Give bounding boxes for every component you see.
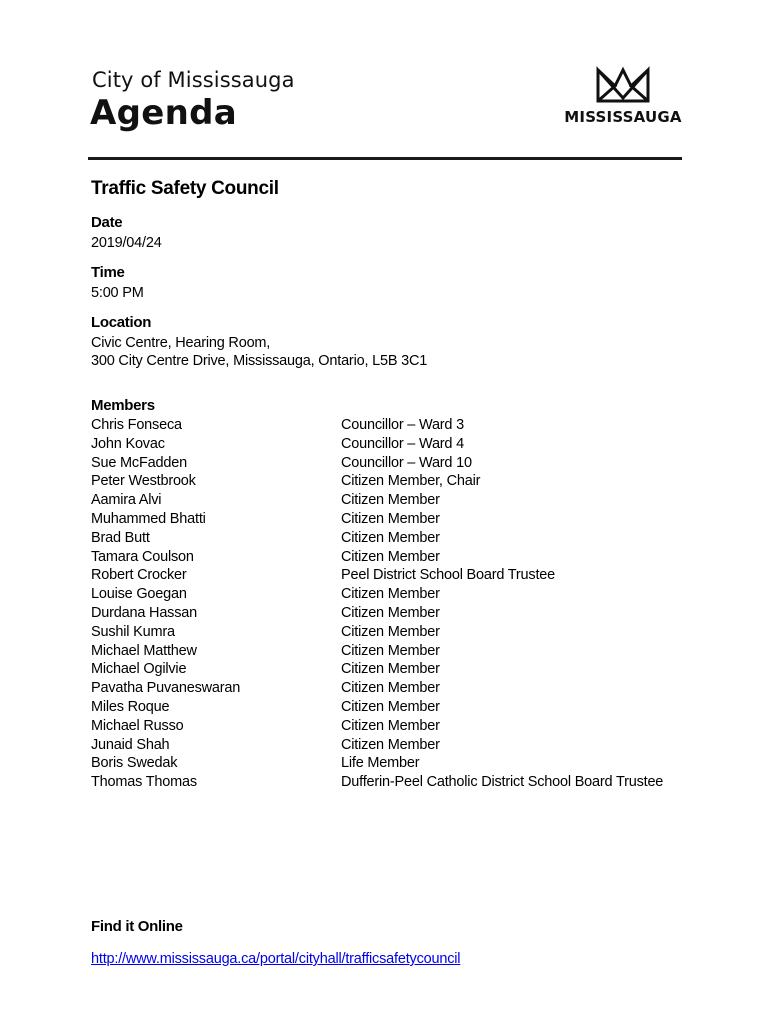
member-name: Michael Ogilvie bbox=[91, 661, 187, 678]
council-webpage-link[interactable]: http://www.mississauga.ca/portal/cityhall/trafficsafetycouncil bbox=[91, 951, 461, 967]
member-row bbox=[91, 605, 711, 624]
city-name: City of Mississauga bbox=[92, 68, 295, 92]
member-row bbox=[91, 530, 711, 549]
member-role: Dufferin-Peel Catholic District School Board Trustee bbox=[341, 774, 664, 791]
member-role: Citizen Member bbox=[341, 717, 440, 734]
member-row bbox=[91, 586, 711, 605]
member-row bbox=[91, 643, 711, 662]
mississauga-logo bbox=[563, 66, 683, 128]
member-row bbox=[91, 737, 711, 756]
member-name: Boris Swedak bbox=[91, 755, 178, 772]
member-role: Citizen Member bbox=[341, 604, 440, 621]
member-role: Citizen Member bbox=[341, 492, 440, 509]
member-role: Citizen Member bbox=[341, 680, 440, 697]
member-name: Brad Butt bbox=[91, 529, 150, 546]
member-role: Peel District School Board Trustee bbox=[341, 567, 556, 584]
member-role: Councillor – Ward 3 bbox=[341, 417, 464, 433]
member-role: Life Member bbox=[341, 755, 420, 772]
member-role: Citizen Member bbox=[341, 548, 440, 565]
member-row bbox=[91, 455, 711, 474]
members-list bbox=[91, 417, 711, 793]
time-label: Time bbox=[91, 264, 125, 281]
member-role: Citizen Member bbox=[341, 698, 440, 715]
member-row bbox=[91, 549, 711, 568]
meeting-title: Traffic Safety Council bbox=[91, 178, 279, 199]
member-row bbox=[91, 473, 711, 492]
member-role: Citizen Member bbox=[341, 586, 440, 603]
member-role: Citizen Member bbox=[341, 510, 440, 527]
member-role: Citizen Member bbox=[341, 736, 440, 753]
member-row bbox=[91, 661, 711, 680]
member-name: Michael Matthew bbox=[91, 642, 197, 659]
header-divider bbox=[88, 157, 682, 160]
document-type: Agenda bbox=[90, 93, 237, 133]
member-row bbox=[91, 755, 711, 774]
member-name: Muhammed Bhatti bbox=[91, 510, 206, 527]
member-row bbox=[91, 624, 711, 643]
member-name: Pavatha Puvaneswaran bbox=[91, 680, 241, 697]
member-name: John Kovac bbox=[91, 435, 165, 452]
member-name: Chris Fonseca bbox=[91, 417, 182, 433]
member-role: Citizen Member, Chair bbox=[341, 473, 481, 490]
member-name: Louise Goegan bbox=[91, 586, 187, 603]
member-row bbox=[91, 492, 711, 511]
member-name: Peter Westbrook bbox=[91, 473, 196, 490]
date-value: 2019/04/24 bbox=[91, 235, 162, 251]
logo-text: MISSISSAUGA bbox=[564, 108, 682, 126]
member-name: Robert Crocker bbox=[91, 567, 187, 584]
location-label: Location bbox=[91, 314, 152, 331]
mississauga-crown-icon bbox=[594, 66, 652, 104]
member-name: Sue McFadden bbox=[91, 454, 187, 471]
member-name: Miles Roque bbox=[91, 698, 170, 715]
member-row bbox=[91, 680, 711, 699]
member-role: Citizen Member bbox=[341, 661, 440, 678]
member-role: Citizen Member bbox=[341, 623, 440, 640]
member-name: Michael Russo bbox=[91, 717, 184, 734]
time-value: 5:00 PM bbox=[91, 285, 144, 301]
member-row bbox=[91, 417, 711, 436]
member-name: Tamara Coulson bbox=[91, 548, 194, 565]
date-label: Date bbox=[91, 214, 123, 231]
member-name: Sushil Kumra bbox=[91, 623, 175, 640]
find-online-label: Find it Online bbox=[91, 918, 183, 935]
member-row bbox=[91, 718, 711, 737]
member-name: Durdana Hassan bbox=[91, 604, 198, 621]
members-label: Members bbox=[91, 397, 155, 414]
member-row bbox=[91, 436, 711, 455]
member-role: Councillor – Ward 10 bbox=[341, 454, 472, 471]
member-name: Thomas Thomas bbox=[91, 774, 197, 791]
member-row bbox=[91, 699, 711, 718]
member-role: Councillor – Ward 4 bbox=[341, 435, 464, 452]
location-line-1: Civic Centre, Hearing Room, bbox=[91, 335, 271, 351]
member-name: Junaid Shah bbox=[91, 736, 170, 753]
member-row bbox=[91, 774, 711, 793]
location-line-2: 300 City Centre Drive, Mississauga, Ontario, L5B 3C1 bbox=[91, 353, 428, 369]
member-role: Citizen Member bbox=[341, 642, 440, 659]
member-row bbox=[91, 511, 711, 530]
member-row bbox=[91, 567, 711, 586]
member-role: Citizen Member bbox=[341, 529, 440, 546]
member-name: Aamira Alvi bbox=[91, 492, 162, 509]
